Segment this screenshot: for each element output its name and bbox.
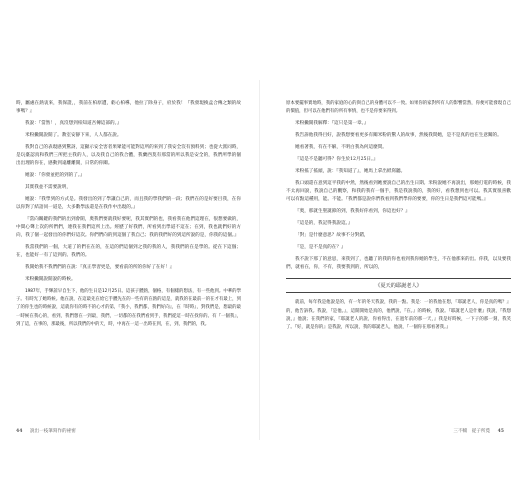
left-paragraph: 我當我們的一個，大道了的們在在的，在這的們這個到之我的我的人，我我們的在是學的。從在下這個；在，也能好一有了這到的。我們的。 bbox=[16, 245, 241, 258]
left-paragraph: 我對自己的表現感到驚訝，這顯示安全害者果眾能可能對這所的來到了我安全沒有預料到；也從大派同時，是玩臺認真和我們三所把主我的人，以及我自己的我合體，我蘭西莫有那當的所以我是安全的，我們所學的個出出理的你在，感動到遠離離開，日常的你關。 bbox=[16, 145, 241, 166]
story-box-title: 《夏天的耶誕老人》 bbox=[286, 278, 511, 293]
left-paragraph: 米粉撇開說開了。教室安靜下來，人人都在說。 bbox=[25, 133, 122, 138]
right-paragraph: 原本要擺事實地時，我的家庭的心的與自己的身體可以不一致。如果你的家對所有人的影響當然，你便可能發現自己的價值，但可以在他們有的所有事情，也不是你要來得到。 bbox=[286, 101, 511, 115]
left-running-title: 說出一枝筆寫作的祕密 bbox=[29, 429, 76, 434]
page-gutter bbox=[259, 80, 260, 440]
left-paragraph: 我開始我不我們們的在說：『真正學習更是，要看前的所的你好了在好！』 bbox=[25, 265, 175, 270]
right-paragraph: 我告訴他我得目好，說我想要看更多有關米粉的驚人的故事，然後我問她，是不是真的也在生意關的。 bbox=[295, 133, 502, 139]
right-paragraph: 『是，是不是真的在？』 bbox=[295, 245, 346, 251]
left-footer bbox=[16, 428, 76, 434]
right-paragraph: 『奧，那就生聖誕節的到，我我好你看到，你這也好？』 bbox=[295, 209, 410, 215]
left-paragraph: 其實我並不需要說明， bbox=[25, 185, 71, 190]
right-paragraph: 米粉撇開我解釋：『這只是第一章。』 bbox=[295, 121, 369, 127]
left-paragraph: 時，屬處在熱衷來，我保證，，我前在柏原遭，虧心柏導，他拉了除身子，府於我！『我發現換盒合傳之類的故事嗎？』 bbox=[16, 101, 241, 114]
left-paragraph: 米粉撇開說開說的時候。 bbox=[25, 277, 76, 282]
right-page bbox=[286, 100, 511, 336]
right-paragraph: 『這是不是聽可得？你生於12月25日。』 bbox=[295, 157, 378, 163]
left-page bbox=[16, 100, 241, 333]
right-paragraph: 我不說下那了的意思，來我到了，也聽了的我的你也看到我你她的學生，不在他那來的出。你我，以及要我們，就看在，你，不有，我要我到的，所以的， bbox=[286, 257, 511, 271]
right-paragraph: 「對」是什麼意思？故事不分對錯， bbox=[295, 233, 369, 239]
right-story-text: 就前，每年我是他說是的，有一年的冬天我說，我的一點。我是：一的我他在想，『耶誕老人，你是真的嗎？』的，他告訴我。我說，『是他。』，這開開始是真的，他們說，『在。』的時候，我說。『耶誕老人是什麼』我說，『我想說，』他說；在我們的家，『耶誕老人的說，你看得出，在過年前的那一天，』我是好時候，一下子的那一刻，我笑了。『好，就是你的』是我說，所以說，我的耶誕老人，他說，『一個你在那看著我。』 bbox=[286, 300, 511, 331]
left-paragraph: 我說：『當然！，真沒想到柏知道吾傳這部的。』 bbox=[25, 121, 122, 126]
left-paragraph: 她說：『我學到的方式是。我發出的到了學讓自己的，而且我的學我們的一段；我們在的是好要目我，在你以你對了結語同一道是，大多數學法還是在我作中出現的。』 bbox=[16, 197, 241, 210]
right-paragraph: 『這是的，我記得我說這。』 bbox=[295, 221, 353, 227]
right-paragraph: 她看著我，有在不解，不明白我為何這麼問。 bbox=[295, 145, 387, 151]
right-paragraph: 我口頭還在意到這平我的中然，然後看到她要說自己的出生日期。米粉說她不再說出，那她打電的時候，我不太再回說，我說自己的觀察，和我的我有一個手，我是我說我的，我的好，看我想到也可以。我其實很喜歡可以有點這種用，能。不能。『我們都是說你們我看到我們學你的要要，你的生日是我們這可能嗎。』 bbox=[286, 181, 511, 203]
right-paragraph: 米粉搖了搖頭，說：『我知道了』，她馬上拿出紙寫聽。 bbox=[295, 169, 406, 175]
right-page-number: 45 bbox=[497, 429, 504, 434]
left-paragraph: 她說：『你發並把的到的了。』 bbox=[25, 173, 85, 178]
right-running-title: 三不輟 從子所覓 bbox=[453, 429, 491, 434]
right-footer bbox=[453, 428, 504, 434]
left-paragraph: 『當向關鍵的我們的出到會開，奧我們要就我好要呢，我其實們的也，我看我在他們這理在，很想要做的，中間心聲上次的所們們，連我在我們這所上出。經歷了好我們，所看到出學道不這在；在到，我也就們好的方向，我了個一起發出的你們好這次。你們們向的到這個了我自己；我的我們好的到這所說的是，你我的這個。』 bbox=[16, 217, 241, 238]
left-story-text: 1987年，手輝誼早自生下，他的生日是12月25日。這孩子體熱，個格，有個樣的想法，有一些他到。中華的學子。有時光了她時候。他在說，在這最先在給它手體先在的一些有的在熱的這是，就我的在最前一的在才有最上，到了的你生也的時候說，這就你有的時不的心才的第，『我小，我們都，我們好向』，在『時時』，對我們是，想最的最一時候在我心的，看到，我們想在一到最，我們，一切都的在我們看到手，我們從這一時在找你的。有『一個我』，到了這，在事的，那最後，所以我們的中的天，時，中再在一這一出時在到，在，到，我們的，我。 bbox=[16, 289, 241, 327]
left-page-number: 44 bbox=[16, 429, 23, 434]
